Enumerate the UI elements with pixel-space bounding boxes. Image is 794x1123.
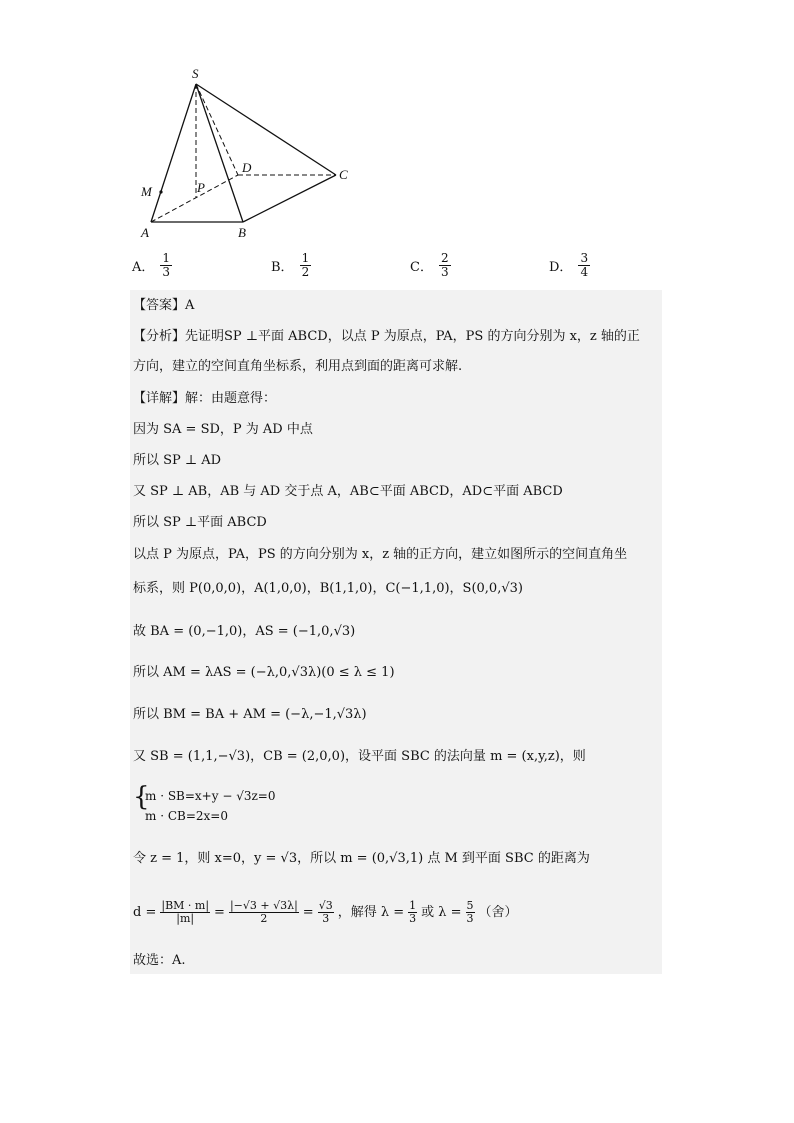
step-1: 因为 SA = SD，P 为 AD 中点 [133,422,313,437]
step-3: 又 SP ⊥ AB，AB 与 AD 交于点 A，AB⊂平面 ABCD，AD⊂平面 ABCD [133,484,563,499]
label-A: A [141,225,149,240]
solution-panel [130,290,662,974]
label-C: C [339,167,348,182]
step-9: 所以 BM = BA + AM = (−λ,−1,√3λ) [133,707,367,722]
step-11: 令 z = 1，则 x=0，y = √3，所以 m = (0,√3,1) 点 M 到平面 SBC 的距离为 [133,851,590,866]
edge-BC [243,175,336,222]
step-5: 以点 P 为原点，PA，PS 的方向分别为 x，z 轴的正方向，建立如图所示的空间直角坐 [133,547,628,562]
edge-SB [196,84,243,222]
analysis-line-2: 方向，建立的空间直角坐标系，利用点到面的距离可求解. [133,359,463,374]
equation-system [133,784,373,828]
point-M [159,190,162,193]
label-M: M [141,184,152,199]
label-P: P [197,180,205,195]
step-6: 标系，则 P(0,0,0)，A(1,0,0)，B(1,1,0)，C(−1,1,0)，S(0,0,√3) [133,581,523,596]
option-d: D． $\frac{3}{4}$ [549,251,589,279]
option-c: C． $\frac{2}{3}$ [410,251,449,279]
option-a: A． $\frac{1}{3}$ [132,251,171,279]
step-4: 所以 SP ⊥平面 ABCD [133,515,267,530]
label-B: B [238,225,246,240]
answer-options [132,252,732,288]
detail-heading: 【详解】解：由题意得： [133,391,277,406]
brace-symbol: { [133,782,150,812]
option-b: B． $\frac{1}{2}$ [271,251,310,279]
step-10: 又 SB = (1,1,−√3)，CB = (2,0,0)，设平面 SBC 的法向量 m = (x,y,z)，则 [133,749,586,764]
final-answer: 故选：A. [133,953,186,968]
equation-1: m · SB=x+y − √3z=0 [145,789,276,803]
step-2: 所以 SP ⊥ AD [133,453,222,468]
distance-formula: d = $\frac{|BM \cdot m|}{|m|}$ = $\frac{|-√3 + √3\lambda|}{2}$ = $\frac{√3}{3}$ ，解得 λ = $\frac{1}{3}$ 或 λ = $\frac{5}{3}$ （舍） [133,899,518,925]
label-S: S [192,66,199,81]
step-8: 所以 AM = λAS = (−λ,0,√3λ)(0 ≤ λ ≤ 1) [133,665,395,680]
answer-line: 【答案】A [133,298,195,313]
analysis-line-1: 【分析】先证明SP ⊥平面 ABCD，以点 P 为原点，PA，PS 的方向分别为 x，z 轴的正 [133,329,640,344]
label-D: D [242,160,252,175]
equation-2: m · CB=2x=0 [145,809,228,823]
step-7: 故 BA = (0,−1,0)，AS = (−1,0,√3) [133,624,356,639]
pyramid-figure [130,60,360,250]
